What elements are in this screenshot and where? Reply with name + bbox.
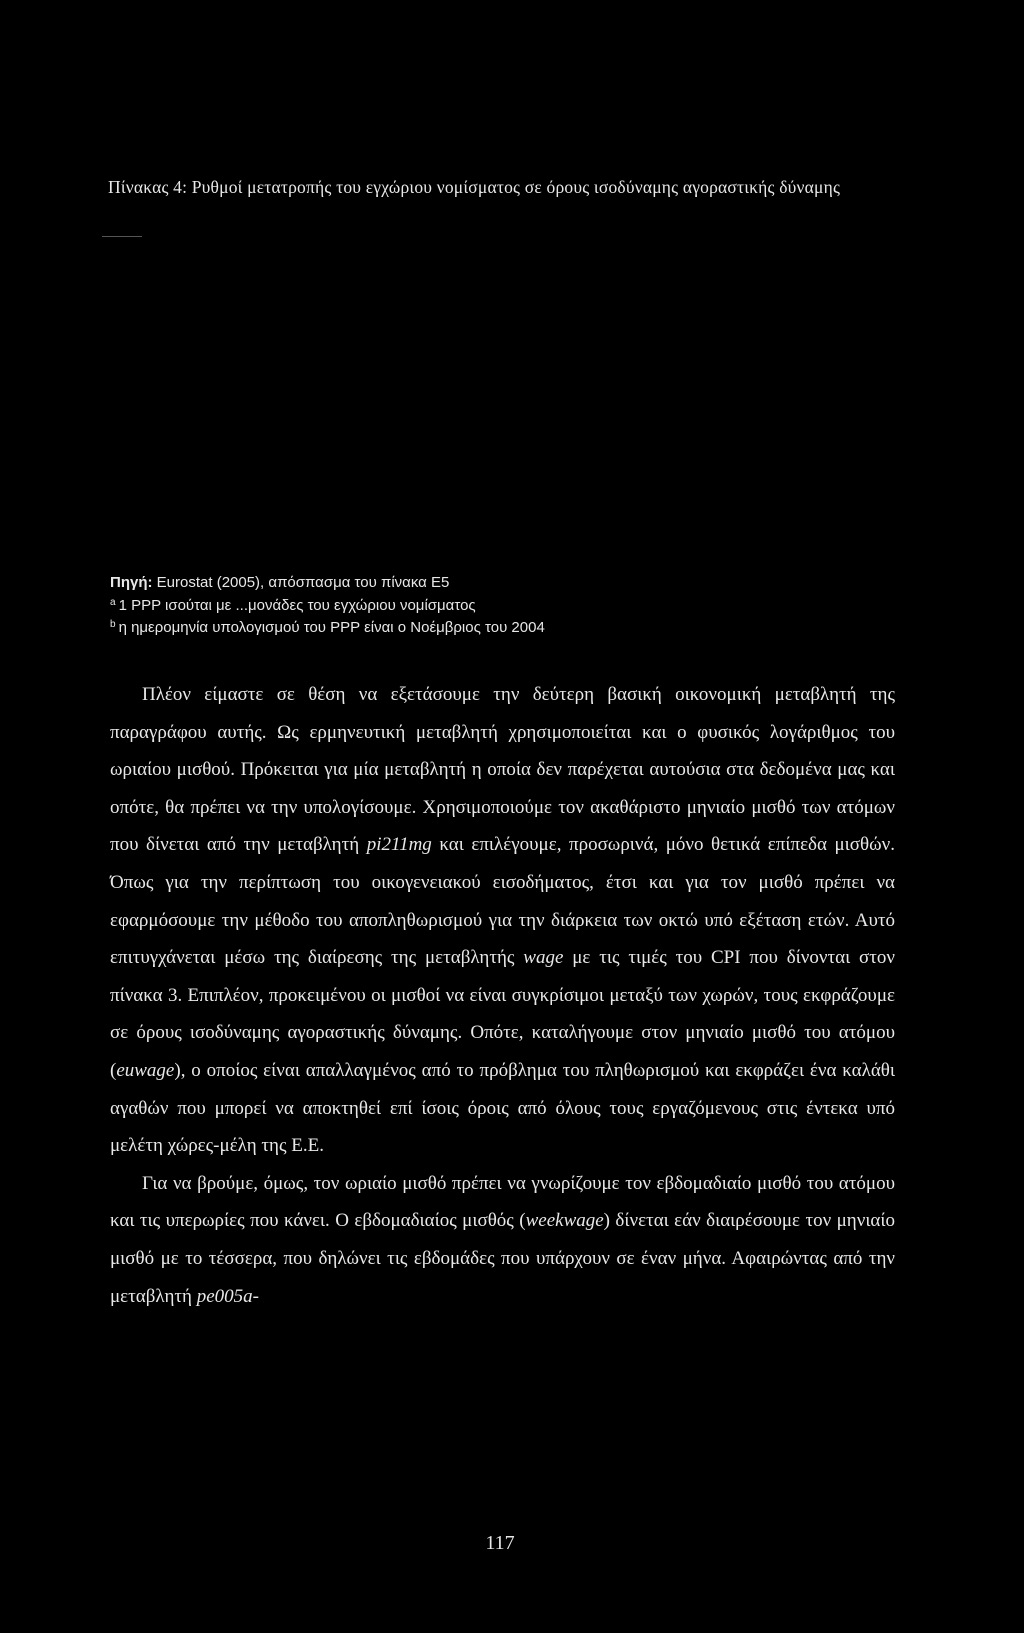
paragraph-1 bbox=[110, 676, 895, 1165]
body-text bbox=[110, 676, 895, 1315]
note-a-text: 1 PPP ισούται με ...μονάδες του εγχώριου νομίσματος bbox=[118, 596, 476, 614]
source-label: Πηγή: bbox=[110, 574, 153, 591]
variable-pe005a: pe005a- bbox=[196, 1285, 259, 1307]
title-underline bbox=[102, 236, 142, 237]
paragraph-2 bbox=[110, 1165, 895, 1315]
paragraph-2-text-2: ) δίνεται εάν διαιρέσουμε τον μηνιαίο μισθό με το τέσσερα, που δηλώνει τις εβδομάδες που υπάρχουν σε έναν μήνα. Αφαιρώντας από την μεταβλητή bbox=[110, 1210, 895, 1307]
paragraph-1-text-1: Πλέον είμαστε σε θέση να εξετάσουμε την δεύτερη βασική οικονομική μεταβλητή της παραγράφου αυτής. Ως ερμηνευτική μεταβλητή χρησιμοποιείται και ο φυσικός λογάριθμος του ωριαίου μισθού. Πρόκειται για μία μεταβλητή η οποία δεν παρέχεται αυτούσια στα δεδομένα μας και οπότε, θα πρέπει να την υπολογίσουμε. Χρησιμοποιούμε τον ακαθάριστο μηνιαίο μισθό των ατόμων που δίνεται από την μεταβλητή bbox=[110, 684, 895, 856]
table-notes bbox=[110, 573, 910, 638]
variable-euwage: euwage bbox=[116, 1059, 175, 1081]
paragraph-2-text-1: Για να βρούμε, όμως, τον ωριαίο μισθό πρέπει να γνωρίζουμε τον εβδομαδιαίο μισθό του ατόμου και τις υπερωρίες που κάνει. Ο εβδομαδιαίος μισθός ( bbox=[110, 1172, 895, 1232]
variable-wage: wage bbox=[523, 947, 564, 969]
note-b-text: η ημερομηνία υπολογισμού του PPP είναι ο Νοέμβριος του 2004 bbox=[118, 619, 545, 636]
paragraph-1-text-2: και επιλέγουμε, προσωρινά, μόνο θετικά επίπεδα μισθών. Όπως για την περίπτωση του οικογενειακού εισοδήματος, έτσι και για τον μισθό πρέπει να εφαρμόσουμε την μέθοδο του αποπληθωρισμού για την διάρκεια των οκτώ υπό εξέταση ετών. Αυτό επιτυγχάνεται μέσω της διαίρεσης της μεταβλητής bbox=[110, 834, 895, 969]
note-a bbox=[110, 593, 910, 616]
variable-pi211mg: pi211mg bbox=[366, 834, 432, 856]
note-b bbox=[110, 615, 910, 638]
page-number: 117 bbox=[485, 1532, 515, 1554]
table-title: Πίνακας 4: Ρυθμοί μετατροπής του εγχώριου νομίσματος σε όρους ισοδύναμης αγοραστικής δύναμης bbox=[108, 177, 841, 197]
source-note bbox=[110, 573, 910, 593]
paragraph-1-text-3: με τις τιμές του CPI που δίνονται στον πίνακα 3. Επιπλέον, προκειμένου οι μισθοί να είναι συγκρίσιμοι μεταξύ των χωρών, τους εκφράζουμε σε όρους ισοδύναμης αγοραστικής δύναμης. Οπότε, καταλήγουμε στον μηνιαίο μισθό του ατόμου ( bbox=[110, 947, 895, 1081]
source-text: Eurostat (2005), απόσπασμα του πίνακα E5 bbox=[152, 574, 450, 591]
note-a-marker: a bbox=[110, 596, 116, 608]
paragraph-1-text-4: ), ο οποίος είναι απαλλαγμένος από το πρόβλημα του πληθωρισμού και εκφράζει ένα καλάθι αγαθών που μπορεί να αποκτηθεί επί ίσοις όροις από όλους τους εργαζόμενους στις έντεκα υπό μελέτη χώρες-μέλη της Ε.Ε. bbox=[110, 1059, 895, 1157]
variable-weekwage: weekwage bbox=[525, 1210, 604, 1232]
note-b-marker: b bbox=[110, 619, 116, 630]
